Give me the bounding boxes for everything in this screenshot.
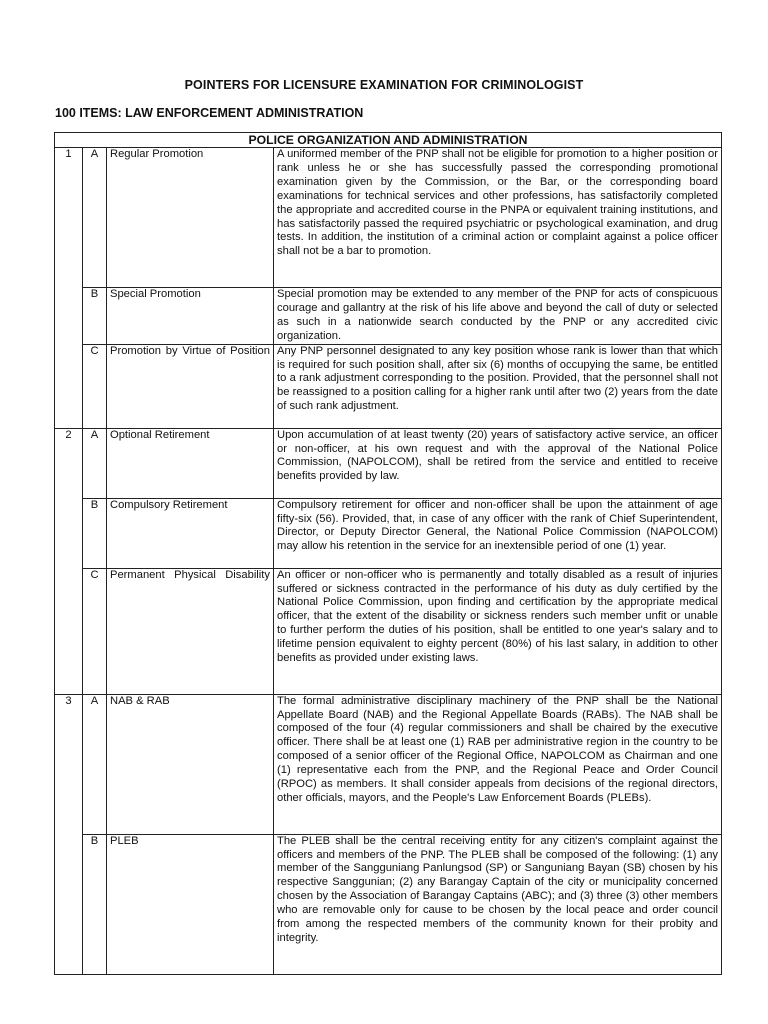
pointers-table (54, 132, 722, 975)
row-description: Any PNP personnel designated to any key position whose rank is lower than that which is required for such position shall, after six (6) months of occupying the same, be entitled to a rank adjustment corresponding to the position. Provided, that the personnel shall not be reassigned to a position calling for a higher rank until after two (2) years from the date of such rank adjustment. (274, 344, 722, 428)
row-letter: A (83, 428, 107, 498)
table-row (55, 148, 722, 288)
row-letter: B (83, 834, 107, 974)
row-description: The PLEB shall be the central receiving entity for any citizen's complaint against the officers and members of the PNP. The PLEB shall be composed of the following: (1) any member of the Sangguniang Panlungsod (SP) or Sanguniang Bayan (SB) chosen by his respective Sanggunian; (2) any Barangay Captain of the city or municipality concerned chosen by the Association of Barangay Captains (ABC); and (3) three (3) other members who are removable only for cause to be chosen by the local peace and order council from among the respected members of the community known for their probity and integrity. (274, 834, 722, 974)
table-row (55, 344, 722, 428)
table-row (55, 568, 722, 694)
table-row (55, 834, 722, 974)
table-row (55, 288, 722, 345)
row-description: An officer or non-officer who is permanently and totally disabled as a result of injuries suffered or sickness contracted in the performance of his duty as duly certified by the National Police Commission, upon finding and certification by the appropriate medical officer, that the extent of the disability or sickness renders such member unfit or unable to further perform the duties of his position, shall be entitled to one year's salary and to lifetime pension equivalent to eighty percent (80%) of his last salary, in addition to other benefits as provided under existing laws. (274, 568, 722, 694)
row-letter: B (83, 288, 107, 345)
row-description: Upon accumulation of at least twenty (20) years of satisfactory active service, an officer or non-officer, at his own request and with the approval of the National Police Commission, (NAPOLCOM), shall be retired from the service and entitled to receive benefits provided by law. (274, 428, 722, 498)
item-number: 1 (55, 148, 83, 429)
document-title: POINTERS FOR LICENSURE EXAMINATION FOR CRIMINOLOGIST (184, 78, 584, 92)
row-description: Compulsory retirement for officer and non-officer shall be upon the attainment of age fifty-six (56). Provided, that, in case of any officer with the rank of Chief Superintendent, Director, or Deputy Director General, the National Police Commission (NAPOLCOM) may allow his retention in the service for an inextensible period of one (1) year. (274, 498, 722, 568)
row-letter: B (83, 498, 107, 568)
document-subtitle: 100 ITEMS: LAW ENFORCEMENT ADMINISTRATION (55, 106, 364, 120)
row-topic: Promotion by Virtue of Position (107, 344, 274, 428)
row-description: The formal administrative disciplinary machinery of the PNP shall be the National Appellate Board (NAB) and the Regional Appellate Boards (RABs). The NAB shall be composed of the four (4) regular commissioners and shall be chaired by the executive officer. There shall be at least one (1) RAB per administrative region in the country to be composed of a senior officer of the Regional Office, NAPOLCOM as Chairman and one (1) representative each from the PNP, and the Regional Peace and Order Council (RPOC) as members. It shall consider appeals from decisions of the regional directors, other officials, mayors, and the People's Law Enforcement Boards (PLEBs). (274, 694, 722, 834)
row-letter: C (83, 568, 107, 694)
row-topic: Optional Retirement (107, 428, 274, 498)
table-row (55, 694, 722, 834)
table-row (55, 428, 722, 498)
item-number: 3 (55, 694, 83, 974)
row-description: A uniformed member of the PNP shall not be eligible for promotion to a higher position or rank unless he or she has successfully passed the corresponding promotional examination given by the Commission, or the Bar, or the corresponding board examinations for technical services and other professions, has satisfactorily completed the appropriate and accredited course in the PNPA or equivalent training institutions, and has satisfactorily passed the required psychiatric or psychological examination, and drug tests. In addition, the institution of a criminal action or complaint against a police officer shall not be a bar to promotion. (274, 148, 722, 288)
row-letter: A (83, 694, 107, 834)
row-description: Special promotion may be extended to any member of the PNP for acts of conspicuous courage and gallantry at the risk of his life above and beyond the call of duty or selected as such in a nationwide search conducted by the PNP or any accredited civic organization. (274, 288, 722, 345)
row-topic: Permanent Physical Disability (107, 568, 274, 694)
item-number: 2 (55, 428, 83, 694)
section-header-row (55, 133, 722, 148)
section-title: POLICE ORGANIZATION AND ADMINISTRATION (55, 133, 722, 148)
row-letter: C (83, 344, 107, 428)
row-topic: PLEB (107, 834, 274, 974)
row-topic: NAB & RAB (107, 694, 274, 834)
row-topic: Compulsory Retirement (107, 498, 274, 568)
row-topic: Special Promotion (107, 288, 274, 345)
row-topic: Regular Promotion (107, 148, 274, 288)
table-row (55, 498, 722, 568)
row-letter: A (83, 148, 107, 288)
